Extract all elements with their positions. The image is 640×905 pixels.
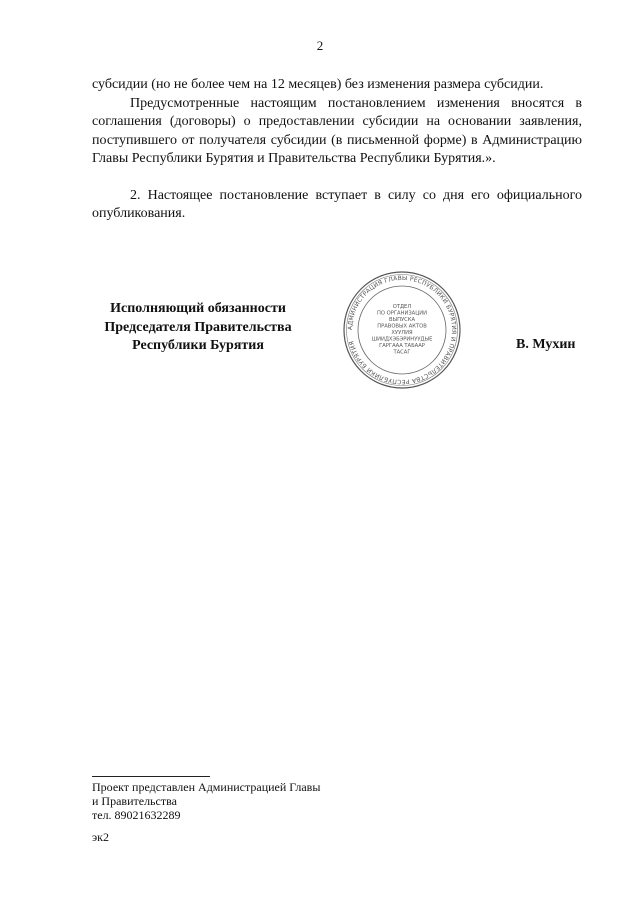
signatory-title <box>92 300 304 356</box>
paragraph-continuation: субсидии (но не более чем на 12 месяцев) без изменения размера субсидии. <box>92 77 544 92</box>
stamp-inner-line: ОТДЕЛ <box>392 304 412 310</box>
stamp-inner-line: ВЫПУСКА <box>388 317 416 323</box>
footnote-line: и Правительства <box>92 794 177 808</box>
stamp-inner-line: ПО ОРГАНИЗАЦИИ <box>376 310 428 317</box>
stamp-inner-line: ШИИДХЭБЭРИНУУДЫЕ <box>371 336 433 343</box>
paragraph-amendments: Предусмотренные настоящим постановлением изменения вносятся в соглашения (договоры) о предоставлении субсидии на основании заявления, поступившего от получателя субсидии (в письменной форме) в Администрацию Главы Республики Бурятия и Правительства Республики Бурятия.». <box>92 95 582 166</box>
footnote-phone: тел. 89021632289 <box>92 808 181 822</box>
page-number: 2 <box>316 38 324 53</box>
footnote-line: Проект представлен Администрацией Главы <box>92 780 321 794</box>
footnote <box>92 780 320 822</box>
stamp-inner-line: ГАРГААА ТАБААР <box>379 343 425 349</box>
footnote-divider <box>92 776 210 777</box>
stamp-outer-text: АДМИНИСТРАЦИЯ ГЛАВЫ РЕСПУБЛИКИ БУРЯТИЯ И ПРАВИТЕЛЬСТВА РЕСПУБЛИКИ БУРЯТИЯ <box>346 274 458 386</box>
document-body <box>92 76 582 224</box>
document-code: эк2 <box>92 830 109 844</box>
stamp-inner-line: ПРАВОВЫХ АКТОВ <box>377 323 427 330</box>
signatory-title-line: Председателя Правительства <box>104 319 292 335</box>
signatory-name: В. Мухин <box>516 337 576 352</box>
signatory-title-line: Республики Бурятия <box>132 338 264 353</box>
stamp-inner-line: ТАСАГ <box>393 349 411 356</box>
signatory-title-line: Исполняющий обязанности <box>110 301 286 316</box>
stamp-inner-line: ХУУЛИЯ <box>391 330 413 336</box>
paragraph-effective-date: 2. Настоящее постановление вступает в силу со дня его официального опубликования. <box>92 187 582 221</box>
official-stamp <box>342 270 462 390</box>
